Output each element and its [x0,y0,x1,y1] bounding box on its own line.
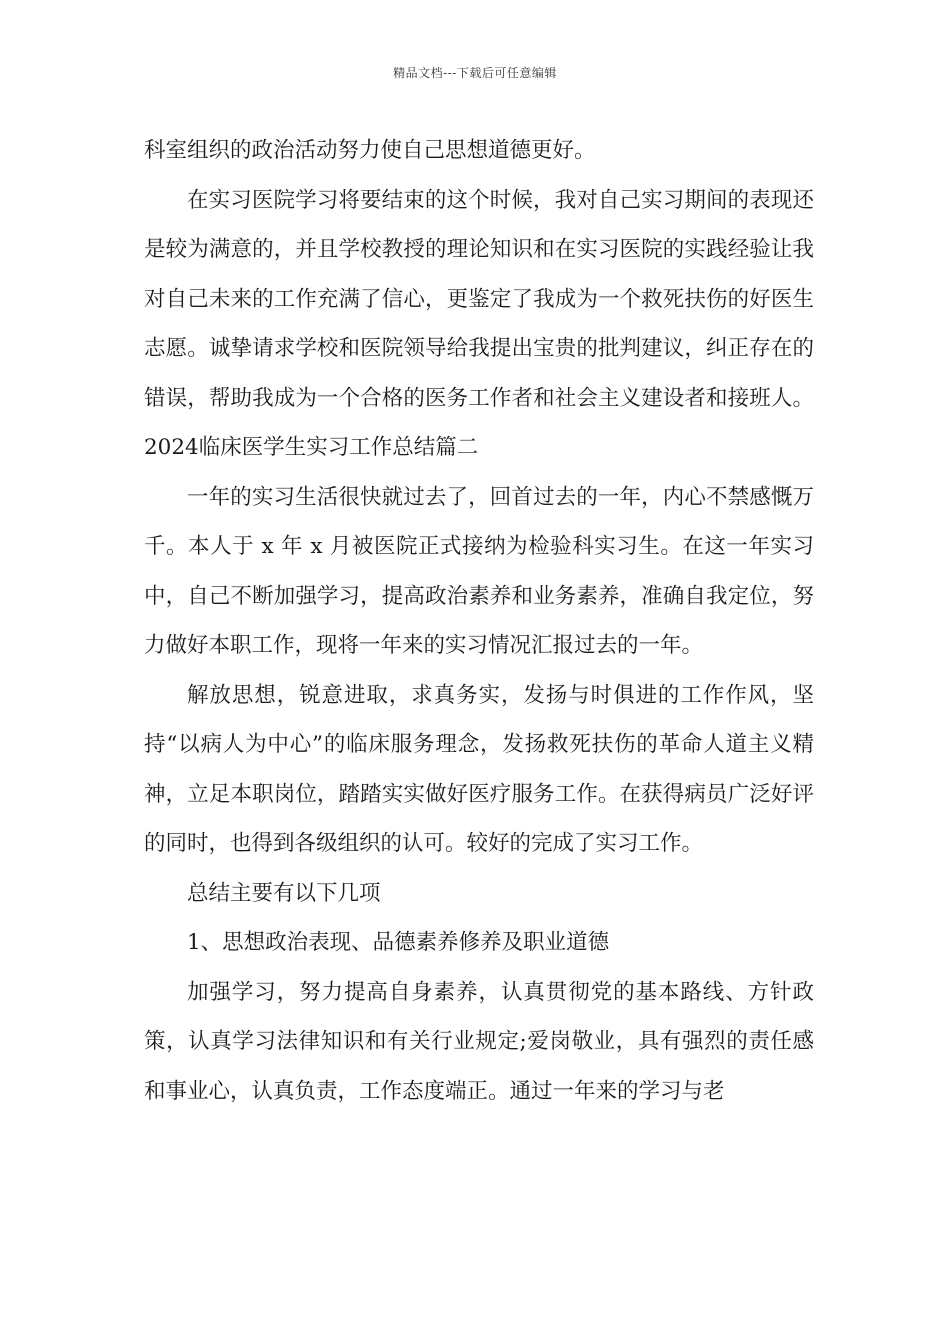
document-body [144,126,814,1116]
paragraph-2: 在实习医院学习将要结束的这个时候，我对自己实习期间的表现还是较为满意的，并且学校教授的理论知识和在实习医院的实践经验让我对自己未来的工作充满了信心，更鉴定了我成为一个救死扶伤的好医生志愿。诚挚请求学校和医院领导给我提出宝贵的批判建议，纠正存在的错误，帮助我成为一个合格的医务工作者和社会主义建设者和接班人。2024临床医学生实习工作总结篇二 [144,187,814,460]
paragraph-5: 加强学习，努力提高自身素养，认真贯彻党的基本路线、方针政策，认真学习法律知识和有关行业规定;爱岗敬业，具有强烈的责任感和事业心，认真负责，工作态度端正。通过一年来的学习与老 [144,979,814,1104]
paragraph-4: 解放思想，锐意进取，求真务实，发扬与时俱进的工作作风，坚持“以病人为中心”的临床服务理念，发扬救死扶伤的革命人道主义精神，立足本职岗位，踏踏实实做好医疗服务工作。在获得病员广泛好评的同时，也得到各级组织的认可。较好的完成了实习工作。 [144,682,814,856]
page-header: 精品文档---下载后可任意编辑 [393,66,557,80]
paragraph-3: 一年的实习生活很快就过去了，回首过去的一年，内心不禁感慨万千。本人于 x 年 x 月被医院正式接纳为检验科实习生。在这一年实习中，自己不断加强学习，提高政治素养和业务素养，准确自我定位，努力做好本职工作，现将一年来的实习情况汇报过去的一年。 [144,484,814,658]
paragraph-1: 科室组织的政治活动努力使自己思想道德更好。 [144,138,596,163]
section-intro: 总结主要有以下几项 [187,880,381,906]
section-heading-1: 1、思想政治表现、品德素养修养及职业道德 [187,930,610,955]
